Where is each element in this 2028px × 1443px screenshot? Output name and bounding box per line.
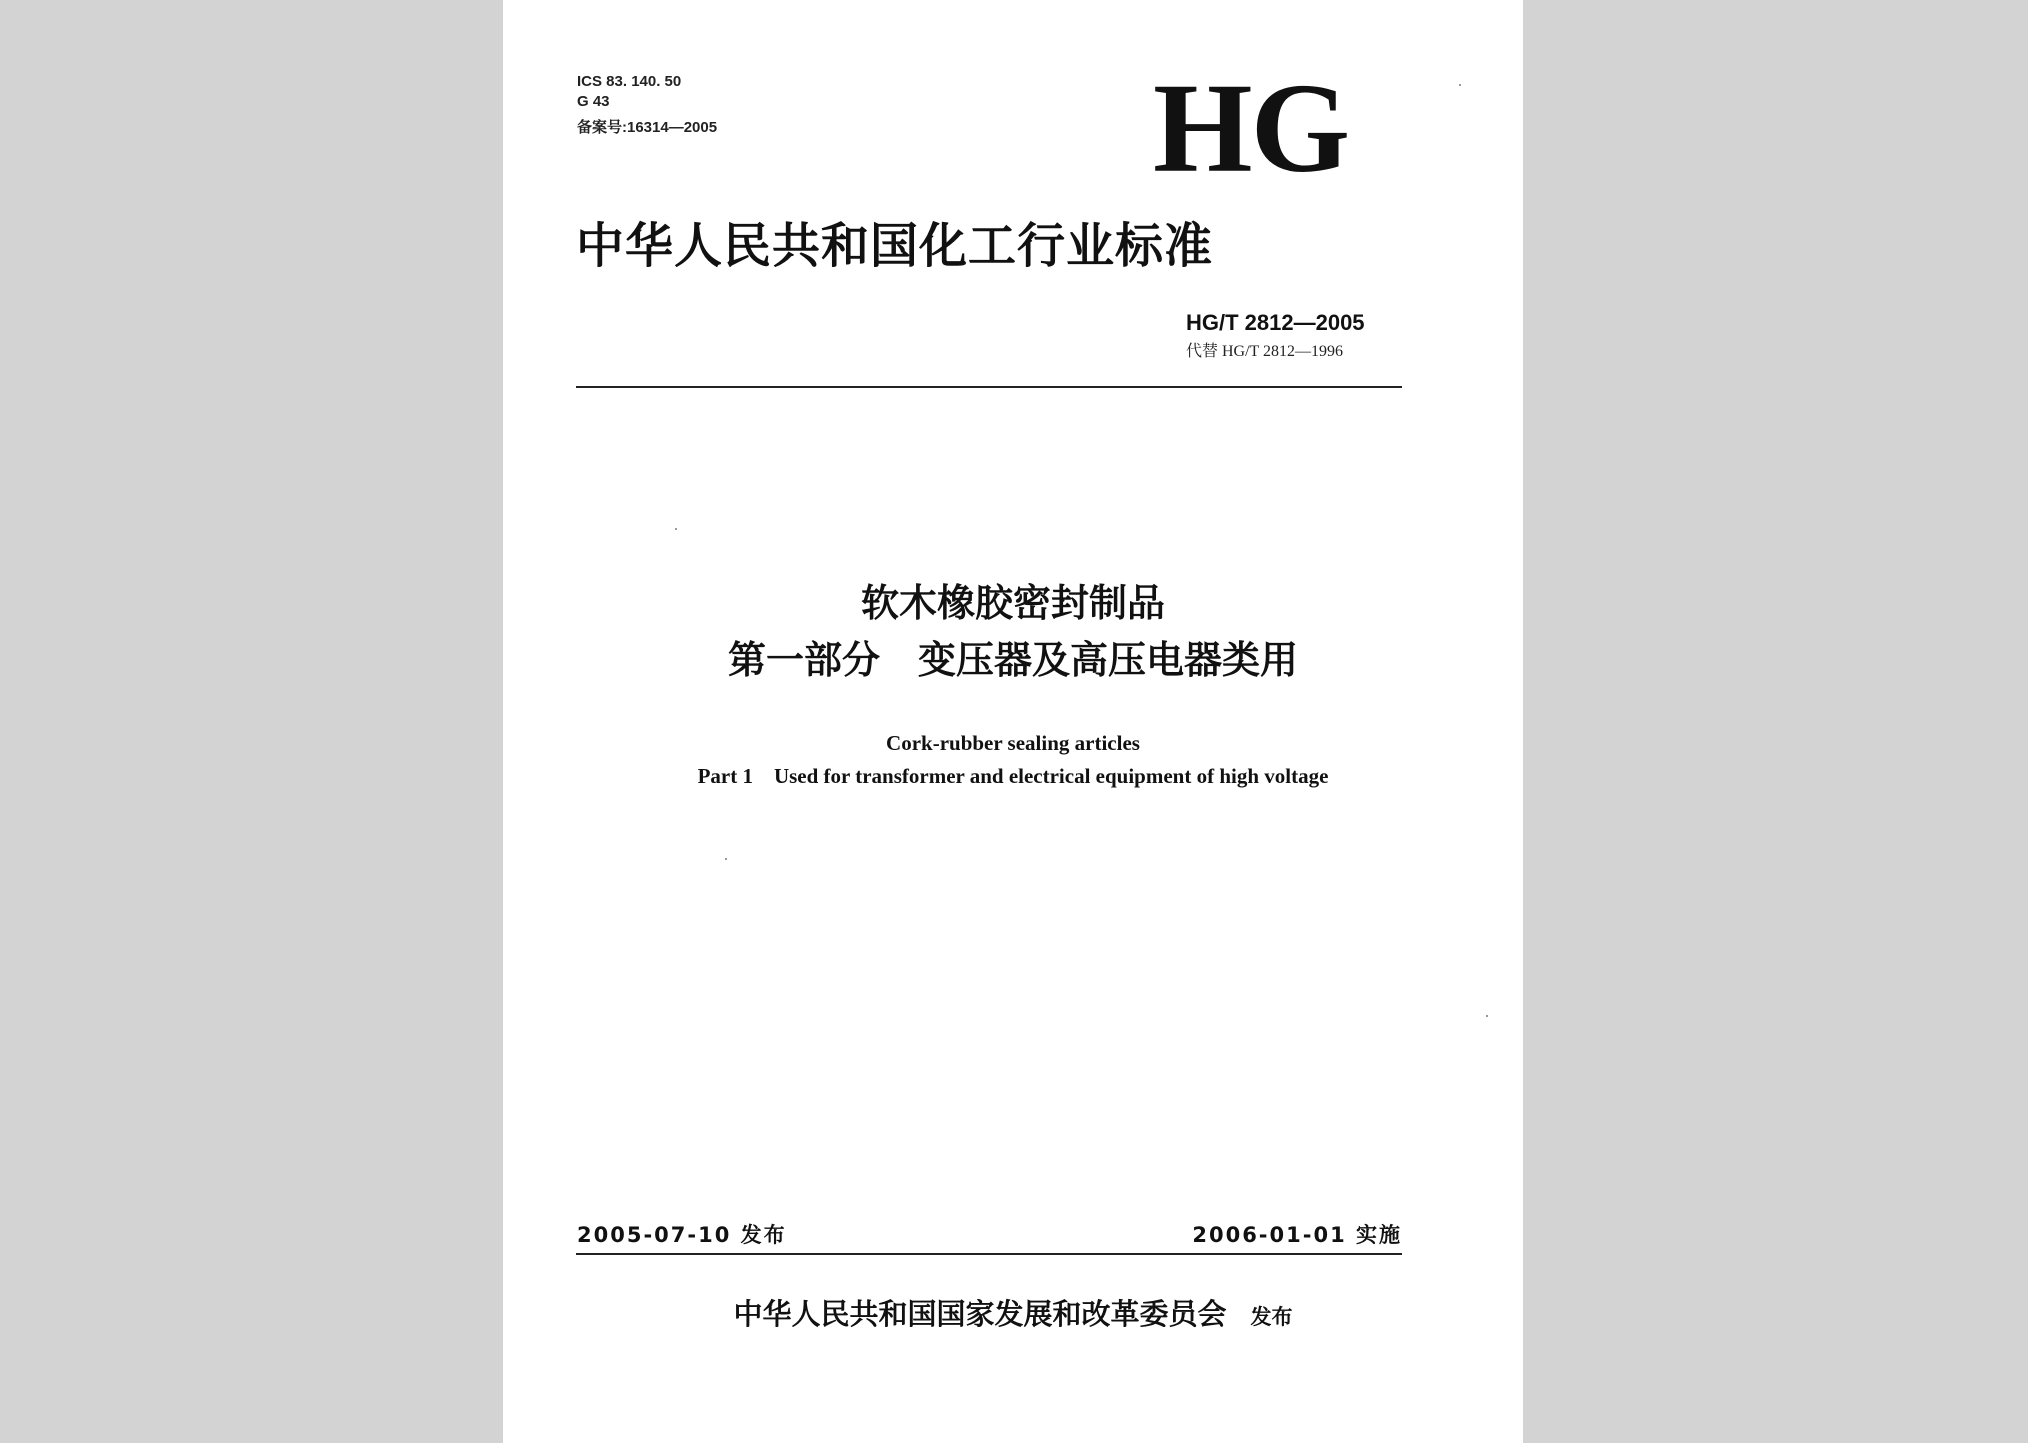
scan-speck <box>725 858 727 860</box>
document-page <box>503 0 1523 1443</box>
chinese-title-line2: 第一部分 变压器及高压电器类用 <box>727 638 1298 682</box>
publish-date: 2005-07-10 发布 <box>577 1223 787 1247</box>
top-divider <box>576 386 1402 388</box>
english-title-line2: Part 1 Used for transformer and electrical equipment of high voltage <box>697 764 1329 788</box>
record-number: 备案号:16314—2005 <box>577 119 718 136</box>
bottom-divider <box>576 1253 1402 1255</box>
scan-speck <box>1459 84 1461 86</box>
scan-speck <box>675 528 677 530</box>
organization-title: 中华人民共和国化工行业标准 <box>576 218 1214 274</box>
standard-number: HG/T 2812—2005 <box>1186 310 1365 335</box>
ics-code: ICS 83. 140. 50 <box>577 73 682 90</box>
replaces-standard: 代替 HG/T 2812—1996 <box>1186 343 1344 360</box>
chinese-title-line1: 软木橡胶密封制品 <box>860 581 1165 625</box>
issuing-authority <box>603 1294 1423 1337</box>
hg-logo: HG <box>1153 57 1349 199</box>
scan-speck <box>1486 1015 1488 1017</box>
issuer-name: 中华人民共和国国家发展和改革委员会 <box>733 1297 1227 1331</box>
english-title-line1: Cork-rubber sealing articles <box>886 731 1140 755</box>
implementation-date: 2006-01-01 实施 <box>1192 1223 1402 1247</box>
classification-code: G 43 <box>577 93 610 110</box>
issuer-suffix: 发布 <box>1250 1305 1293 1329</box>
